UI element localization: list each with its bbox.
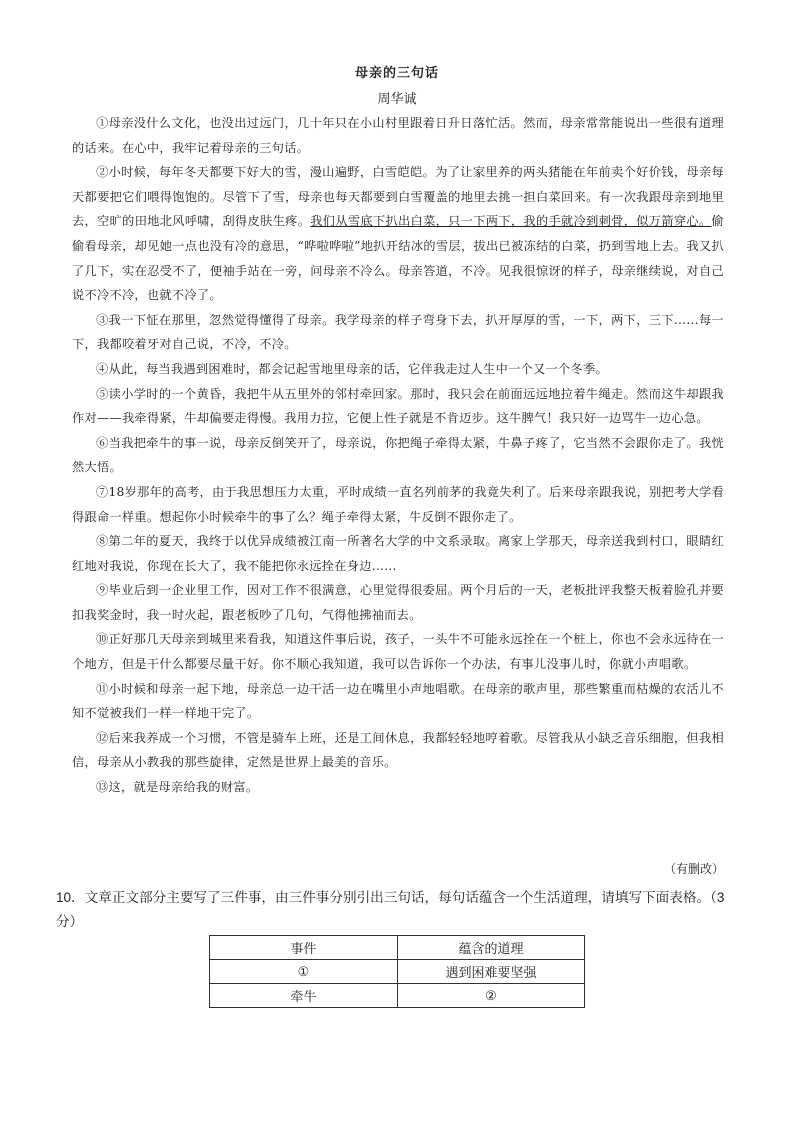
article-title: 母亲的三句话 — [354, 66, 439, 81]
paragraph: ⑧第二年的夏天，我终于以优异成绩被江南一所著名大学的中文系录取。离家上学那天，母亲送我到村口，眼睛红红地对我说，你现在长大了，我不能把你永远拴在身边…… — [72, 534, 724, 573]
paragraph: ②小时候，每年冬天都要下好大的雪，漫山遍野，白雪皑皑。为了让家里养的两头猪能在年前卖个好价钱，母亲每天都要把它们喂得饱饱的。尽管下了雪，母亲也每天都要到白雪覆盖的地里去挑一担白菜回来。有一次我跟母亲到地里去，空旷的田地北风呼啸，刮得皮肤生疼。我们从雪底下扒出白菜，只一下两下，我的手就冷到刺骨，似万箭穿心。偷偷看母亲，却见她一点也没有冷的意思，“哗啦哗啦”地扒开结冰的雪层，拔出已被冻结的白菜，扔到雪地上去。我又扒了几下，实在忍受不了，便袖手站在一旁，问母亲不冷么。母亲答道，不冷。见我很惊讶的样子，母亲继续说，对自己说不冷不冷，也就不冷了。 — [72, 165, 724, 303]
paragraph: ⑬这，就是母亲给我的财富。 — [96, 780, 259, 795]
underlined-sentence: 我们从雪底下扒出白菜，只一下两下，我的手就冷到刺骨，似万箭穿心。 — [310, 214, 712, 229]
table-cell: ② — [398, 984, 585, 1008]
paragraph: ⑫后来我养成一个习惯，不管是骑车上班，还是工间休息，我都轻轻地哼着歌。尽管我从小缺乏音乐细胞，但我相信，母亲从小教我的那些旋律，定然是世界上最美的音乐。 — [72, 730, 724, 770]
paragraph: ⑩正好那几天母亲到城里来看我，知道这件事后说，孩子，一头牛不可能永远拴在一个桩上，你也不会永远待在一个地方，但是干什么都要尽量干好。你不顺心我知道，我可以告诉你一个办法，有事儿没事儿时，你就小声唱歌。 — [72, 632, 724, 672]
table-header: 蕴含的道理 — [398, 936, 585, 960]
paragraph: ①母亲没什么文化，也没出过远门，几十年只在小山村里跟着日升日落忙活。然而，母亲常常能说出一些很有道理的话来。在心中，我牢记着母亲的三句话。 — [72, 116, 724, 155]
paragraph: ④从此，每当我遇到困难时，都会记起雪地里母亲的话，它伴我走过人生中一个又一个冬季。 — [96, 361, 608, 376]
table-header: 事件 — [210, 936, 398, 960]
table-header-row — [210, 936, 585, 960]
paragraph: ⑦18岁那年的高考，由于我思想压力太重，平时成绩一直名列前茅的我竟失利了。后来母亲跟我说，别把考大学看得跟命一样重。想起你小时候牵牛的事了么？绳子牵得太紧，牛反倒不跟你走了。 — [72, 484, 724, 524]
table-row — [210, 984, 585, 1008]
paragraph: ⑤读小学时的一个黄昏，我把牛从五里外的邻村牵回家。那时，我只会在前面远远地拉着牛绳走。然而这牛却跟我作对——我牵得紧，牛却偏要走得慢。我用力拉，它便上性子就是不肯迈步。这牛脾气！我只好一边骂牛一边心急。 — [72, 386, 724, 426]
paragraph: ⑥当我把牵牛的事一说，母亲反倒笑开了，母亲说，你把绳子牵得太紧，牛鼻子疼了，它当然不会跟你走了。我恍然大悟。 — [72, 435, 724, 475]
article-author: 周华诚 — [377, 92, 417, 107]
table-cell: 遇到困难要坚强 — [398, 960, 585, 984]
paragraph: ③我一下怔在那里，忽然觉得懂得了母亲。我学母亲的样子弯身下去，扒开厚厚的雪，一下，两下，三下……每一下，我都咬着牙对自己说，不冷，不冷。 — [72, 312, 724, 352]
article-body — [72, 111, 724, 800]
question-prompt: 10．文章正文部分主要写了三件事，由三件事分别引出三句话，每句话蕴含一个生活道理，请填写下面表格。（3分） — [56, 890, 725, 929]
paragraph: ⑨毕业后到一企业里工作，因对工作不很满意，心里觉得很委屈。两个月后的一天，老板批评我整天板着脸孔并要扣我奖金时，我一时火起，跟老板吵了几句，气得他拂袖而去。 — [72, 583, 724, 622]
paragraph: ⑪小时候和母亲一起下地，母亲总一边干活一边在嘴里小声地唱歌。在母亲的歌声里，那些繁重而枯燥的农活儿不知不觉被我们一样一样地干完了。 — [72, 681, 724, 721]
table-cell: ① — [210, 960, 398, 984]
table-row — [210, 960, 585, 984]
table-cell: 牵牛 — [210, 984, 398, 1008]
answer-table — [209, 935, 585, 1008]
source-note: （有删改） — [663, 862, 724, 876]
